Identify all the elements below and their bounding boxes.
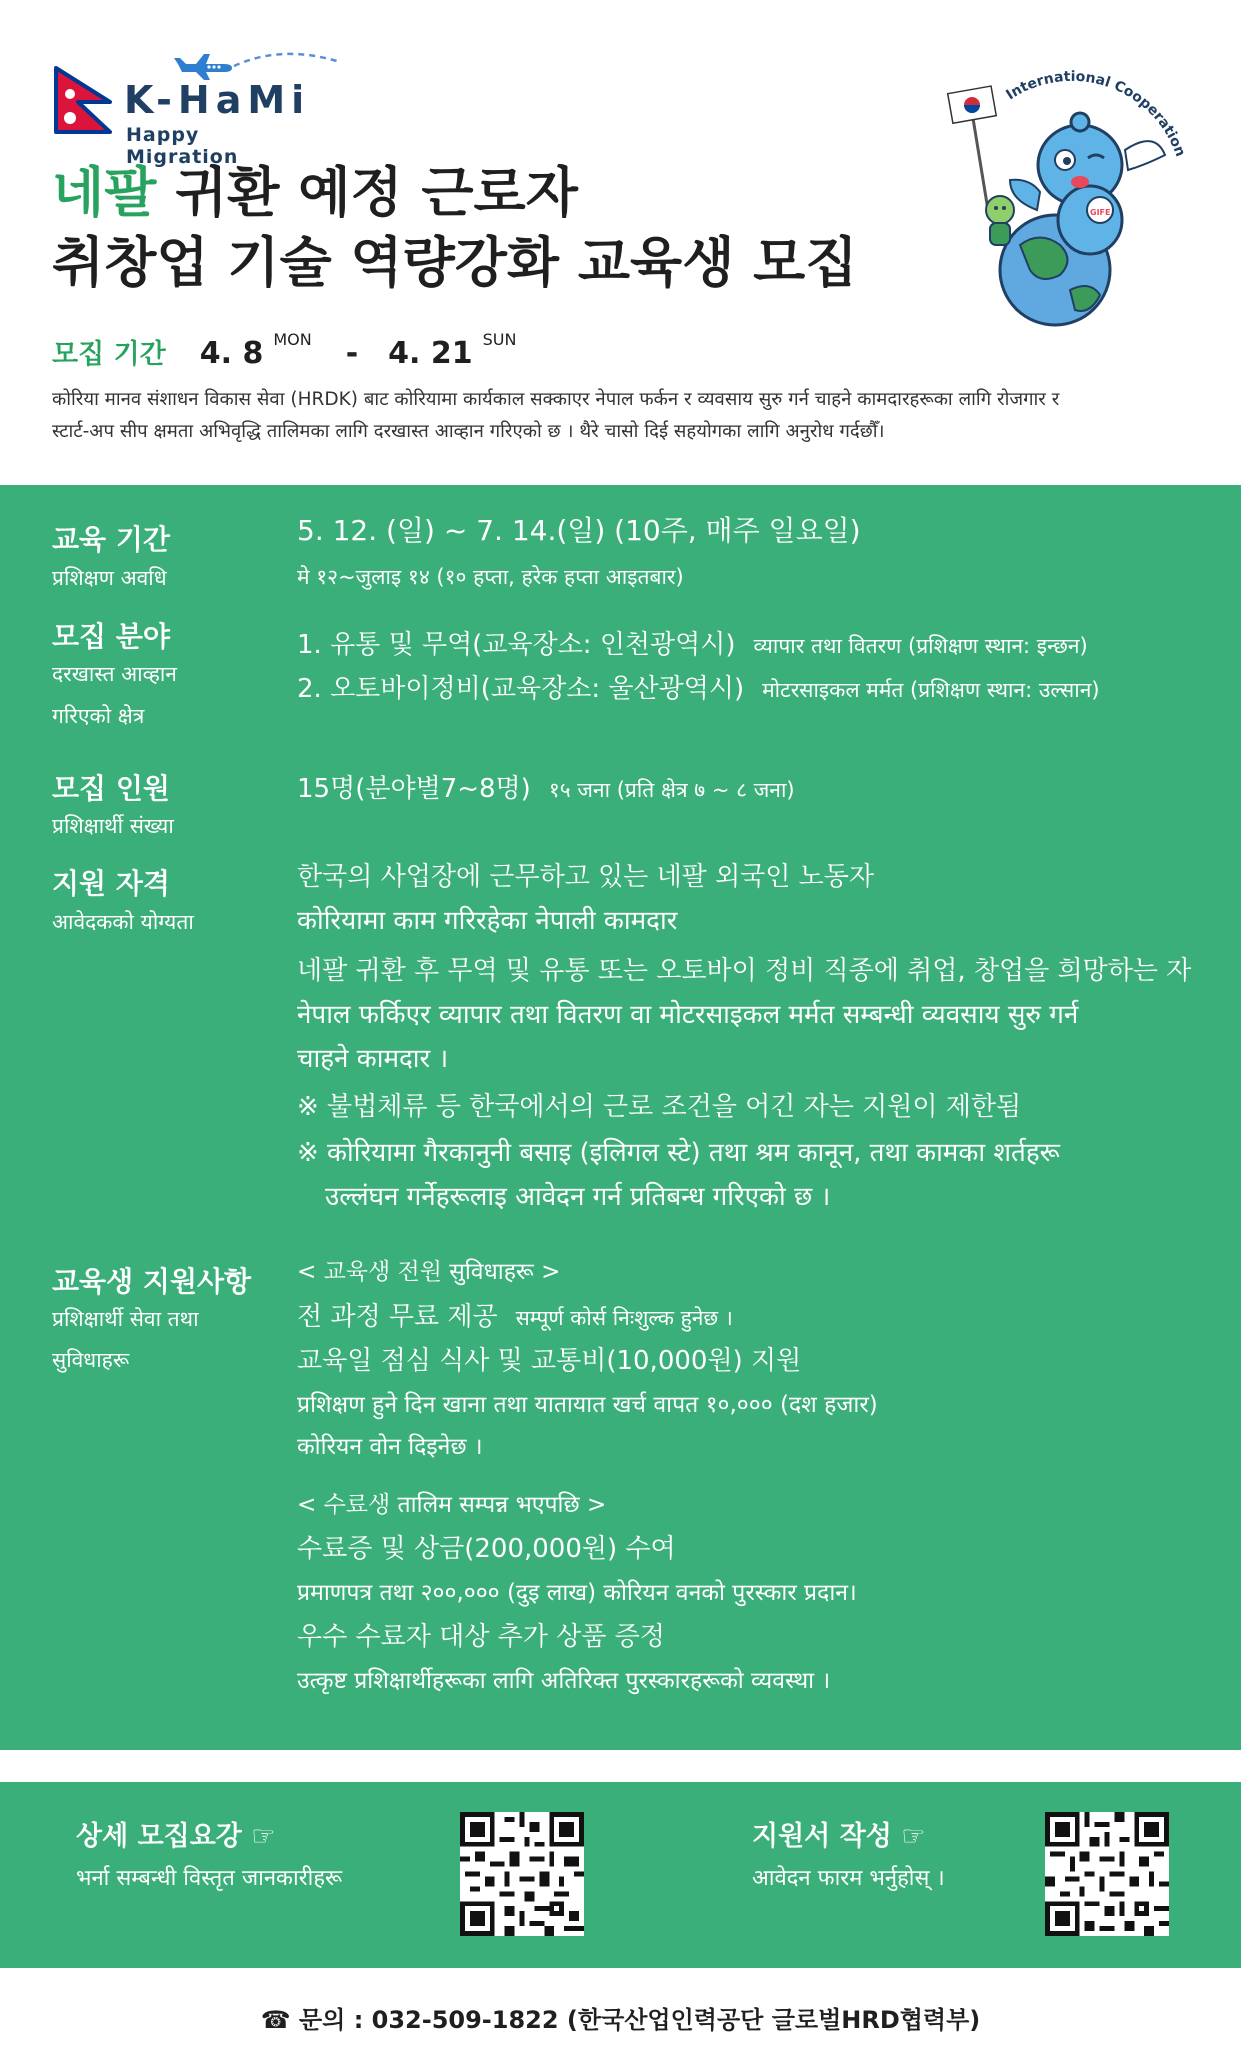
details-link-title[interactable]: 상세 모집요강 ☞ (76, 1821, 276, 1852)
apply-link-subtitle: आवेदन फारम भर्नुहोस् । (752, 1866, 945, 1891)
headcount-value-ne: १५ जना (प्रति क्षेत्र ७ ~ ८ जना) (548, 778, 795, 802)
headcount-label-ko: 모집 인원 (52, 772, 170, 805)
airplane-icon (172, 44, 342, 80)
qualification-note-1: ※ 불법체류 등 한국에서의 근로 조건을 어긴 자는 지원이 제한됨 (297, 1092, 1022, 1122)
support-line-7: 우수 수료자 대상 추가 상품 증정 (297, 1622, 665, 1652)
field-item-2-ne: मोटरसाइकल मर्मत (प्रशिक्षण स्थान: उल्सान) (762, 678, 1100, 702)
k-hami-logo (52, 44, 312, 168)
period-start-date: 4. 8 (199, 336, 264, 371)
support-label-ne-2: सुविधाहरू (52, 1348, 130, 1372)
details-panel (0, 485, 1241, 1750)
edu-period-label-ne: प्रशिक्षण अवधि (52, 566, 167, 590)
support-line-1-ko: 전 과정 무료 제공 (297, 1302, 498, 1332)
field-item-2-ko: 2. 오토바이정비(교육장소: 울산광역시) (297, 674, 745, 704)
mascot-badge: GIFE (1090, 208, 1111, 217)
qualification-line-4: नेपाल फर्किएर व्यापार तथा वितरण वा मोटरसाइकल मर्मत सम्बन्धी व्यवसाय सुरु गर्न (297, 1000, 1079, 1030)
support-line-3: प्रशिक्षण हुने दिन खाना तथा यातायात खर्च वापत १०,००० (दश हजार) (297, 1392, 878, 1418)
period-end-date: 4. 21 (388, 336, 473, 371)
support-line-4: कोरियन वोन दिइनेछ । (297, 1434, 483, 1460)
qualification-line-1: 한국의 사업장에 근무하고 있는 네팔 외국인 노동자 (297, 862, 875, 892)
headcount-label-ne: प्रशिक्षार्थी संख्या (52, 814, 174, 838)
support-line-8: उत्कृष्ट प्रशिक्षार्थीहरूका लागि अतिरिक्त पुरस्कारहरूको व्यवस्था । (297, 1668, 831, 1694)
qualification-note-2: ※ कोरियामा गैरकानुनी बसाइ (इलिगल स्टे) तथा श्रम कानून, तथा कामका शर्तहरू (297, 1138, 1060, 1168)
qualification-line-2: कोरियामा काम गरिरहेका नेपाली कामदार (297, 906, 678, 936)
field-item-2 (297, 667, 1100, 712)
links-bar (0, 1782, 1241, 1968)
qualification-label-ne: आवेदकको योग्यता (52, 910, 194, 934)
mascot-label-text: International Cooperation (1003, 68, 1189, 159)
qualification-note-3: उल्लंघन गर्नेहरूलाइ आवेदन गर्न प्रतिबन्ध गरिएको छ । (325, 1182, 831, 1212)
support-line-6: प्रमाणपत्र तथा २००,००० (दुइ लाख) कोरियन वनको पुरस्कार प्रदान। (297, 1580, 857, 1606)
qualification-line-5: चाहने कामदार । (297, 1044, 449, 1074)
details-qr-code[interactable] (460, 1812, 584, 1936)
mascot-illustration (940, 60, 1200, 330)
intro-text (52, 384, 1202, 448)
edu-period-label-ko: 교육 기간 (52, 523, 170, 556)
fields-label-ne-2: गरिएको क्षेत्र (52, 704, 145, 728)
fields-label-ne-1: दरखास्त आव्हान (52, 662, 177, 686)
period-dash: - (345, 336, 359, 371)
edu-period-value-ne: मे १२~जुलाइ १४ (१० हप्ता, हरेक हप्ता आइतबार) (297, 565, 684, 589)
title-line-1 (52, 158, 858, 228)
period-start-day: MON (273, 330, 312, 349)
details-link-subtitle: भर्ना सम्बन्धी विस्तृत जानकारीहरू (76, 1866, 343, 1891)
support-label-ko: 교육생 지원사항 (52, 1265, 252, 1298)
support-line-1-ne: सम्पूर्ण कोर्स निःशुल्क हुनेछ । (515, 1306, 733, 1330)
qualification-label-ko: 지원 자격 (52, 867, 170, 900)
title-line-2: 취창업 기술 역량강화 교육생 모집 (52, 231, 858, 294)
support-line-5: 수료증 및 상금(200,000원) 수여 (297, 1534, 676, 1564)
support-header-1: < 교육생 전원 सुविधाहरू > (297, 1259, 561, 1285)
intro-line-2: स्टार्ट-अप सीप क्षमता अभिवृद्धि तालिमका लागि दरखास्त आव्हान गरिएको छ । थैरे चासो दिई सहयोगका लागि अनुरोध गर्दछौँ। (52, 421, 885, 442)
apply-link-title[interactable]: 지원서 작성 ☞ (752, 1821, 926, 1852)
qualification-line-3: 네팔 귀환 후 무역 및 유통 또는 오토바이 정비 직종에 취업, 창업을 희망하는 자 (297, 956, 1192, 986)
support-header-2: < 수료생 तालिम सम्पन्न भएपछि > (297, 1492, 607, 1518)
support-line-2: 교육일 점심 식사 및 교통비(10,000원) 지원 (297, 1346, 802, 1376)
period-label: 모집 기간 (52, 339, 166, 370)
qr-code-icon (460, 1812, 584, 1936)
field-item-1 (297, 623, 1088, 668)
period-end-day: SUN (482, 330, 517, 349)
title-line-1-rest: 귀환 예정 근로자 (156, 161, 578, 224)
headcount-value-ko: 15명(분야별7~8명) (297, 774, 531, 804)
field-item-1-ne: व्यापार तथा वितरण (प्रशिक्षण स्थान: इन्छन) (753, 634, 1088, 658)
contact-info: ☎ 문의 : 032-509-1822 (한국산업인력공단 글로벌HRD협력부) (260, 2006, 981, 2034)
nepal-flag-icon (52, 66, 114, 134)
fields-label-ko: 모집 분야 (52, 620, 170, 653)
edu-period-value-ko: 5. 12. (일) ~ 7. 14.(일) (10주, 매주 일요일) (297, 514, 861, 547)
support-label-ne-1: प्रशिक्षार्थी सेवा तथा (52, 1307, 199, 1331)
field-item-1-ko: 1. 유통 및 무역(교육장소: 인천광역시) (297, 630, 736, 660)
logo-subtitle: Happy Migration (126, 124, 239, 168)
page-title (52, 158, 858, 298)
title-accent: 네팔 (52, 161, 157, 224)
headcount-value (297, 767, 795, 812)
recruitment-period (52, 332, 550, 372)
support-line-1 (297, 1295, 733, 1340)
logo-text: K-HaMi (124, 78, 311, 122)
intro-line-1: कोरिया मानव संशाधन विकास सेवा (HRDK) बाट कोरियामा कार्यकाल सक्काएर नेपाल फर्कन र व्यवसाय सुरु गर्न चाहने कामदारहरूका लागि रोजगार र (52, 389, 1060, 410)
qr-code-icon (1045, 1812, 1169, 1936)
apply-qr-code[interactable] (1045, 1812, 1169, 1936)
